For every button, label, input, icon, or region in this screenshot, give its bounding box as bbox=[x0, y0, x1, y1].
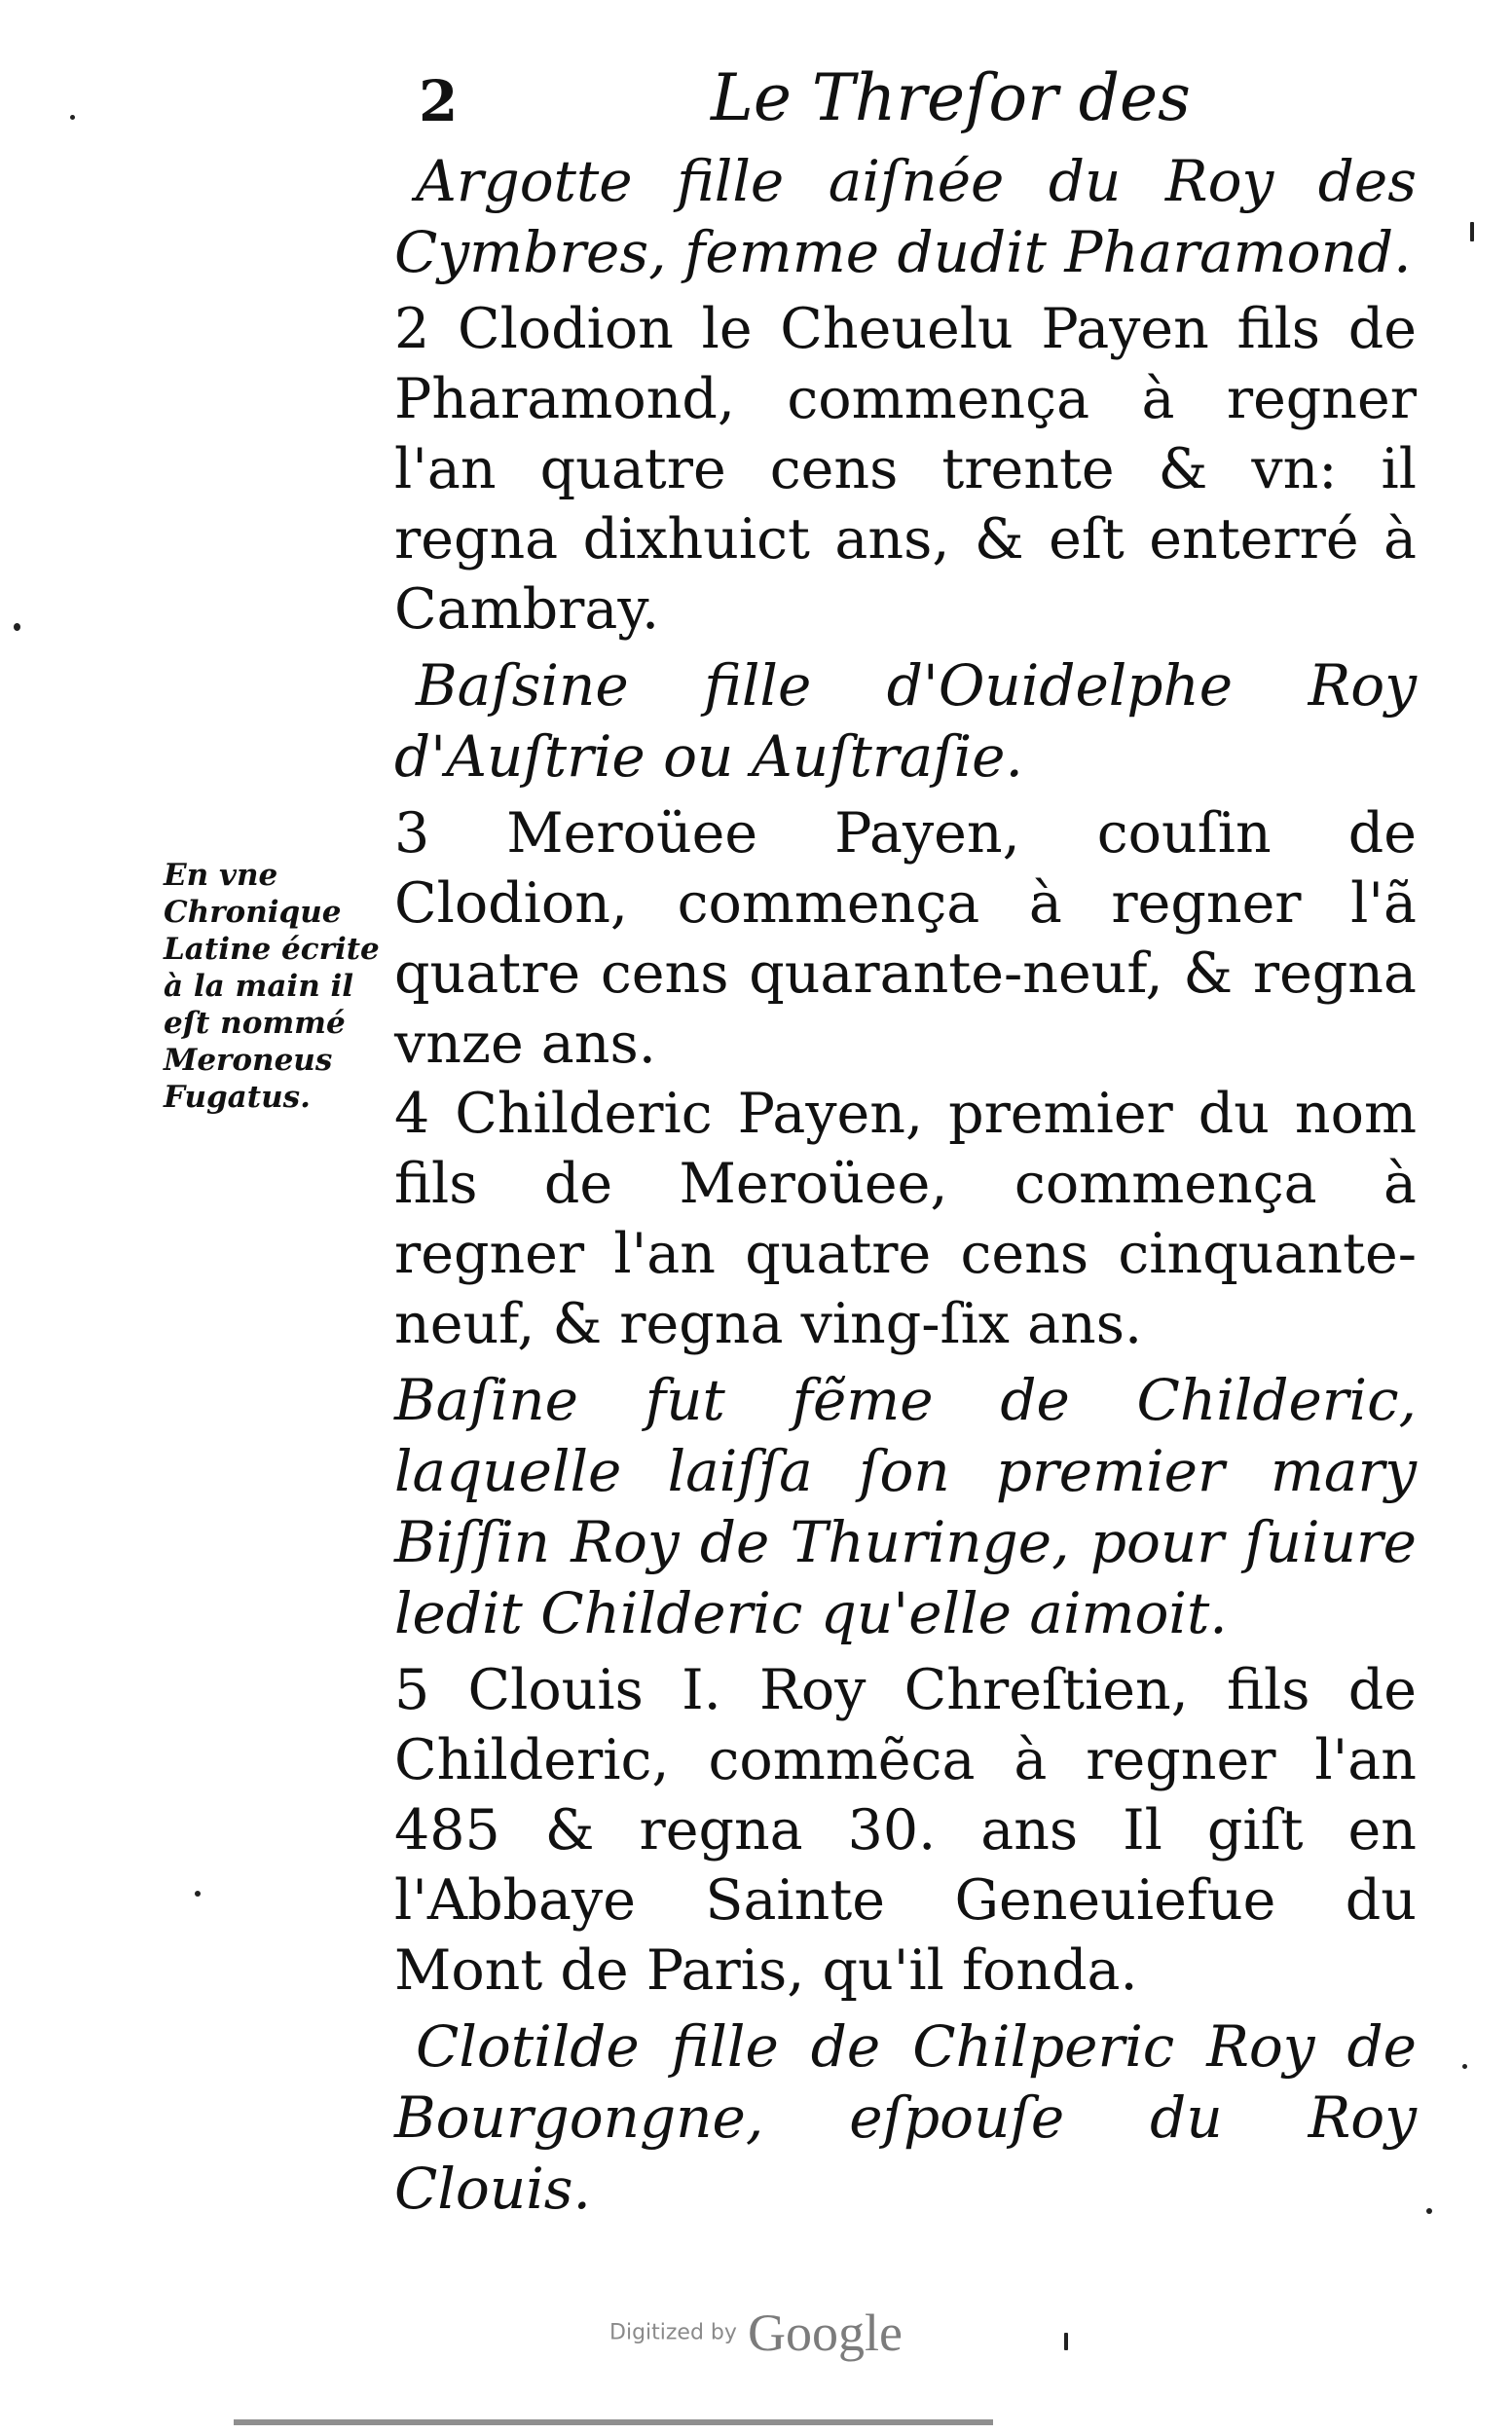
page-number: 2 bbox=[419, 68, 459, 134]
margin-note-line: Meroneus bbox=[164, 1043, 333, 1078]
paragraph-merouee: 3 Meroüee Payen, couſin de Clodion, commença à regner l'ã quatre cens quarante-neuf, & regna vnze ans. bbox=[394, 801, 1417, 1076]
paragraph-clodion: 2 Clodion le Cheuelu Payen fils de Pharamond, commença à regner l'an quatre cens trente & vn: il regna dixhuict ans, & eſt enterré à Cambray. bbox=[394, 297, 1417, 642]
margin-note-line: Latine écrite bbox=[164, 932, 380, 967]
margin-note-line: à la main il bbox=[164, 969, 354, 1004]
page-bottom-edge bbox=[234, 2419, 993, 2425]
paragraph-basine: Baſine fut fẽme de Childeric, laquelle laiſſa ſon premier mary Biſſin Roy de Thuringe, pour ſuiure ledit Childeric qu'elle aimoit. bbox=[394, 1367, 1417, 1646]
watermark-prefix: Digitized by bbox=[609, 2320, 737, 2345]
ink-speck bbox=[1470, 222, 1474, 241]
margin-note-line: Fugatus. bbox=[164, 1080, 311, 1115]
ink-speck bbox=[14, 623, 20, 631]
margin-note bbox=[164, 857, 407, 1116]
paragraph-clouis: 5 Clouis I. Roy Chreſtien, fils de Childeric, commẽca à regner l'an 485 & regna 30. ans Il giſt en l'Abbaye Sainte Geneuiefue du Mont de Paris, qu'il fonda. bbox=[394, 1658, 1417, 2003]
paragraph-childeric: 4 Childeric Payen, premier du nom fils de Meroüee, commença à regner l'an quatre cens cinquante-neuf, & regna ving-ſix ans. bbox=[394, 1082, 1417, 1356]
google-logo: Google bbox=[748, 2304, 903, 2362]
margin-note-line: eſt nommé bbox=[164, 1006, 346, 1041]
ink-speck bbox=[70, 115, 75, 120]
margin-note-line: En vne bbox=[164, 858, 278, 893]
ink-speck bbox=[195, 1891, 201, 1897]
ink-speck bbox=[1462, 2064, 1467, 2069]
margin-note-line: Chronique bbox=[164, 895, 342, 930]
digitized-by-google-watermark bbox=[0, 2303, 1512, 2363]
body-text bbox=[394, 146, 1417, 2225]
page-header bbox=[419, 60, 1198, 148]
ink-speck bbox=[1426, 2208, 1432, 2214]
paragraph-argotte: Argotte fille aiſnée du Roy des Cymbres, femme dudit Pharamond. bbox=[394, 148, 1417, 285]
paragraph-bassine: Baſsine fille d'Ouidelphe Roy d'Auſtrie ou Auſtraſie. bbox=[394, 652, 1417, 790]
running-title: Le Threſor des bbox=[711, 60, 1191, 135]
paragraph-clotilde: Clotilde fille de Chilperic Roy de Bourgongne, eſpouſe du Roy Clouis. bbox=[394, 2013, 1417, 2222]
